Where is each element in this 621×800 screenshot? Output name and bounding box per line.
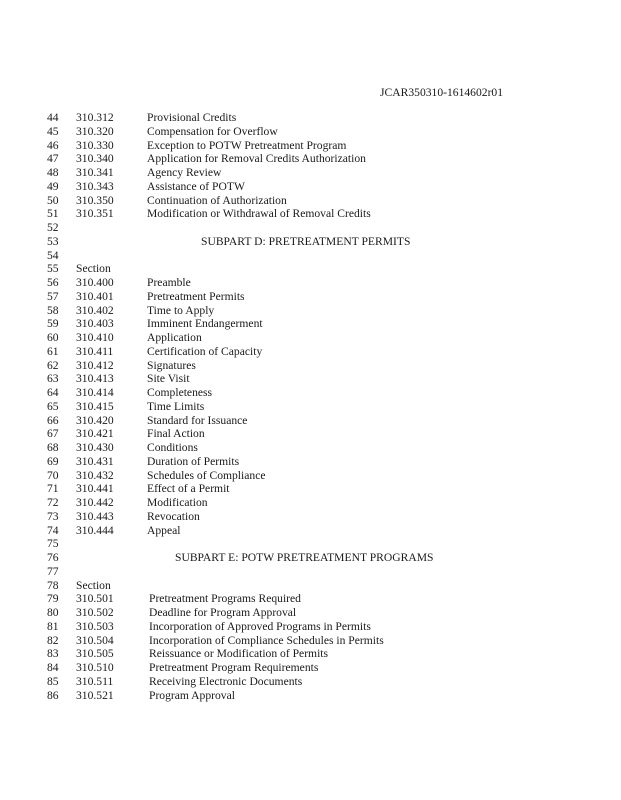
text-line <box>0 455 621 469</box>
line-number: 78 <box>47 578 59 592</box>
line-number: 64 <box>47 386 59 399</box>
text-line <box>0 304 621 318</box>
text-line <box>0 524 621 538</box>
section-number: 310.443 <box>76 509 114 523</box>
line-number: 77 <box>47 564 59 578</box>
text-line <box>0 620 621 634</box>
section-number: 310.501 <box>76 592 114 606</box>
section-title: Schedules of Compliance <box>147 468 266 482</box>
section-number: 310.351 <box>76 207 114 221</box>
text-line <box>0 331 621 345</box>
line-numbered-text <box>0 111 621 702</box>
line-number: 47 <box>47 152 59 166</box>
text-line <box>0 180 621 194</box>
section-title: Preamble <box>147 276 191 289</box>
section-number: 310.503 <box>76 619 114 633</box>
section-number: 310.410 <box>76 331 114 344</box>
text-line <box>0 290 621 304</box>
subpart-heading: SUBPART E: POTW PRETREATMENT PROGRAMS <box>175 551 434 564</box>
section-title: Certification of Capacity <box>147 344 263 358</box>
section-number: 310.504 <box>76 633 114 647</box>
section-number: 310.444 <box>76 523 114 537</box>
section-title: Pretreatment Program Requirements <box>149 661 319 674</box>
section-number: 310.412 <box>76 358 114 372</box>
line-number: 85 <box>47 674 59 688</box>
line-number: 72 <box>47 496 59 509</box>
section-number: 310.411 <box>76 344 114 358</box>
line-number: 59 <box>47 317 59 331</box>
text-line <box>0 221 621 235</box>
line-number: 71 <box>47 482 59 496</box>
section-title: Deadline for Program Approval <box>149 606 297 619</box>
section-number: 310.432 <box>76 468 114 482</box>
text-line <box>0 372 621 386</box>
section-number: 310.505 <box>76 647 114 661</box>
line-number: 70 <box>47 468 59 482</box>
text-line <box>0 194 621 208</box>
text-line <box>0 235 621 249</box>
section-title: Final Action <box>147 427 205 441</box>
section-number: 310.341 <box>76 166 114 179</box>
section-number: 310.312 <box>76 111 114 124</box>
text-line <box>0 647 621 661</box>
line-number: 63 <box>47 372 59 386</box>
line-number: 55 <box>47 262 59 276</box>
section-title: Revocation <box>147 509 200 523</box>
line-number: 48 <box>47 166 59 179</box>
line-number: 57 <box>47 289 59 303</box>
text-line <box>0 496 621 510</box>
text-line <box>0 482 621 496</box>
section-number: 310.431 <box>76 454 114 468</box>
line-number: 86 <box>47 688 59 702</box>
section-title: Receiving Electronic Documents <box>149 674 303 688</box>
text-line <box>0 125 621 139</box>
text-line <box>0 689 621 703</box>
line-number: 62 <box>47 358 59 372</box>
section-title: Incorporation of Approved Programs in Permits <box>149 619 371 633</box>
line-number: 84 <box>47 661 59 674</box>
text-line <box>0 537 621 551</box>
text-line <box>0 427 621 441</box>
section-number: 310.442 <box>76 496 114 509</box>
text-line <box>0 675 621 689</box>
section-title: Application for Removal Credits Authorization <box>147 152 366 166</box>
line-number: 82 <box>47 633 59 647</box>
text-line <box>0 661 621 675</box>
section-number: 310.430 <box>76 441 114 454</box>
line-number: 67 <box>47 427 59 441</box>
section-number: 310.511 <box>76 674 114 688</box>
text-line <box>0 111 621 125</box>
line-number: 81 <box>47 619 59 633</box>
line-number: 83 <box>47 647 59 661</box>
section-title: Standard for Issuance <box>147 413 248 427</box>
section-number: 310.340 <box>76 152 114 166</box>
text-line <box>0 317 621 331</box>
line-number: 50 <box>47 193 59 207</box>
text-line <box>0 469 621 483</box>
line-number: 51 <box>47 207 59 221</box>
text-line <box>0 139 621 153</box>
line-number: 52 <box>47 221 59 234</box>
section-title: Pretreatment Programs Required <box>149 592 301 606</box>
line-number: 53 <box>47 234 59 248</box>
text-line <box>0 510 621 524</box>
section-title: Imminent Endangerment <box>147 317 263 331</box>
section-title: Appeal <box>147 523 181 537</box>
section-number: 310.502 <box>76 606 114 619</box>
section-number: 310.441 <box>76 482 114 496</box>
section-title: Application <box>147 331 202 344</box>
section-number: 310.320 <box>76 124 114 138</box>
line-number: 80 <box>47 606 59 619</box>
section-title: Modification or Withdrawal of Removal Credits <box>147 207 371 221</box>
line-number: 75 <box>47 537 59 551</box>
text-line <box>0 634 621 648</box>
line-number: 74 <box>47 523 59 537</box>
section-title: Site Visit <box>147 372 190 386</box>
section-title: Provisional Credits <box>147 111 237 124</box>
line-number: 73 <box>47 509 59 523</box>
line-number: 49 <box>47 179 59 193</box>
section-number: 310.403 <box>76 317 114 331</box>
subpart-heading: SUBPART D: PRETREATMENT PERMITS <box>201 234 411 248</box>
section-number: 310.413 <box>76 372 114 386</box>
line-number: 54 <box>47 248 59 262</box>
section-title: Incorporation of Compliance Schedules in Permits <box>149 633 384 647</box>
text-line <box>0 414 621 428</box>
text-line <box>0 386 621 400</box>
line-number: 56 <box>47 276 59 289</box>
section-title: Assistance of POTW <box>147 179 245 193</box>
section-title: Signatures <box>147 358 196 372</box>
section-title: Pretreatment Permits <box>147 289 245 303</box>
text-line <box>0 592 621 606</box>
text-line <box>0 276 621 290</box>
section-title: Modification <box>147 496 208 509</box>
document-id: JCAR350310-1614602r01 <box>380 86 504 99</box>
section-number: 310.521 <box>76 688 114 702</box>
line-number: 46 <box>47 138 59 152</box>
section-number: 310.420 <box>76 413 114 427</box>
section-title: Exception to POTW Pretreatment Program <box>147 138 347 152</box>
text-line <box>0 345 621 359</box>
line-number: 68 <box>47 441 59 454</box>
section-number: 310.510 <box>76 661 114 674</box>
line-number: 79 <box>47 592 59 606</box>
section-title: Completeness <box>147 386 213 399</box>
section-number: 310.415 <box>76 399 114 413</box>
section-title: Continuation of Authorization <box>147 193 287 207</box>
section-number: 310.414 <box>76 386 114 399</box>
section-title: Reissuance or Modification of Permits <box>149 647 329 661</box>
line-number: 65 <box>47 399 59 413</box>
text-line <box>0 262 621 276</box>
text-line <box>0 551 621 565</box>
text-line <box>0 400 621 414</box>
line-number: 66 <box>47 413 59 427</box>
line-number: 61 <box>47 344 59 358</box>
text-line <box>0 441 621 455</box>
section-title: Agency Review <box>147 166 222 179</box>
section-number: 310.401 <box>76 289 114 303</box>
line-number: 44 <box>47 111 59 124</box>
section-title: Effect of a Permit <box>147 482 230 496</box>
text-line <box>0 565 621 579</box>
section-number: 310.421 <box>76 427 114 441</box>
section-number: 310.350 <box>76 193 114 207</box>
line-number: 45 <box>47 124 59 138</box>
text-line <box>0 606 621 620</box>
section-title: Time Limits <box>147 399 205 413</box>
section-title: Time to Apply <box>147 303 215 317</box>
line-number: 58 <box>47 303 59 317</box>
section-number: 310.330 <box>76 138 114 152</box>
section-number: 310.343 <box>76 179 114 193</box>
line-number: 69 <box>47 454 59 468</box>
section-title: Duration of Permits <box>147 454 240 468</box>
text-line <box>0 207 621 221</box>
section-title: Program Approval <box>149 688 235 702</box>
text-line <box>0 579 621 593</box>
section-number: 310.402 <box>76 303 114 317</box>
section-column-label: Section <box>76 262 111 276</box>
section-column-label: Section <box>76 578 111 592</box>
section-title: Conditions <box>147 441 198 454</box>
text-line <box>0 166 621 180</box>
text-line <box>0 359 621 373</box>
line-number: 76 <box>47 551 59 564</box>
section-title: Compensation for Overflow <box>147 124 278 138</box>
line-number: 60 <box>47 331 59 344</box>
text-line <box>0 249 621 263</box>
section-number: 310.400 <box>76 276 114 289</box>
text-line <box>0 152 621 166</box>
